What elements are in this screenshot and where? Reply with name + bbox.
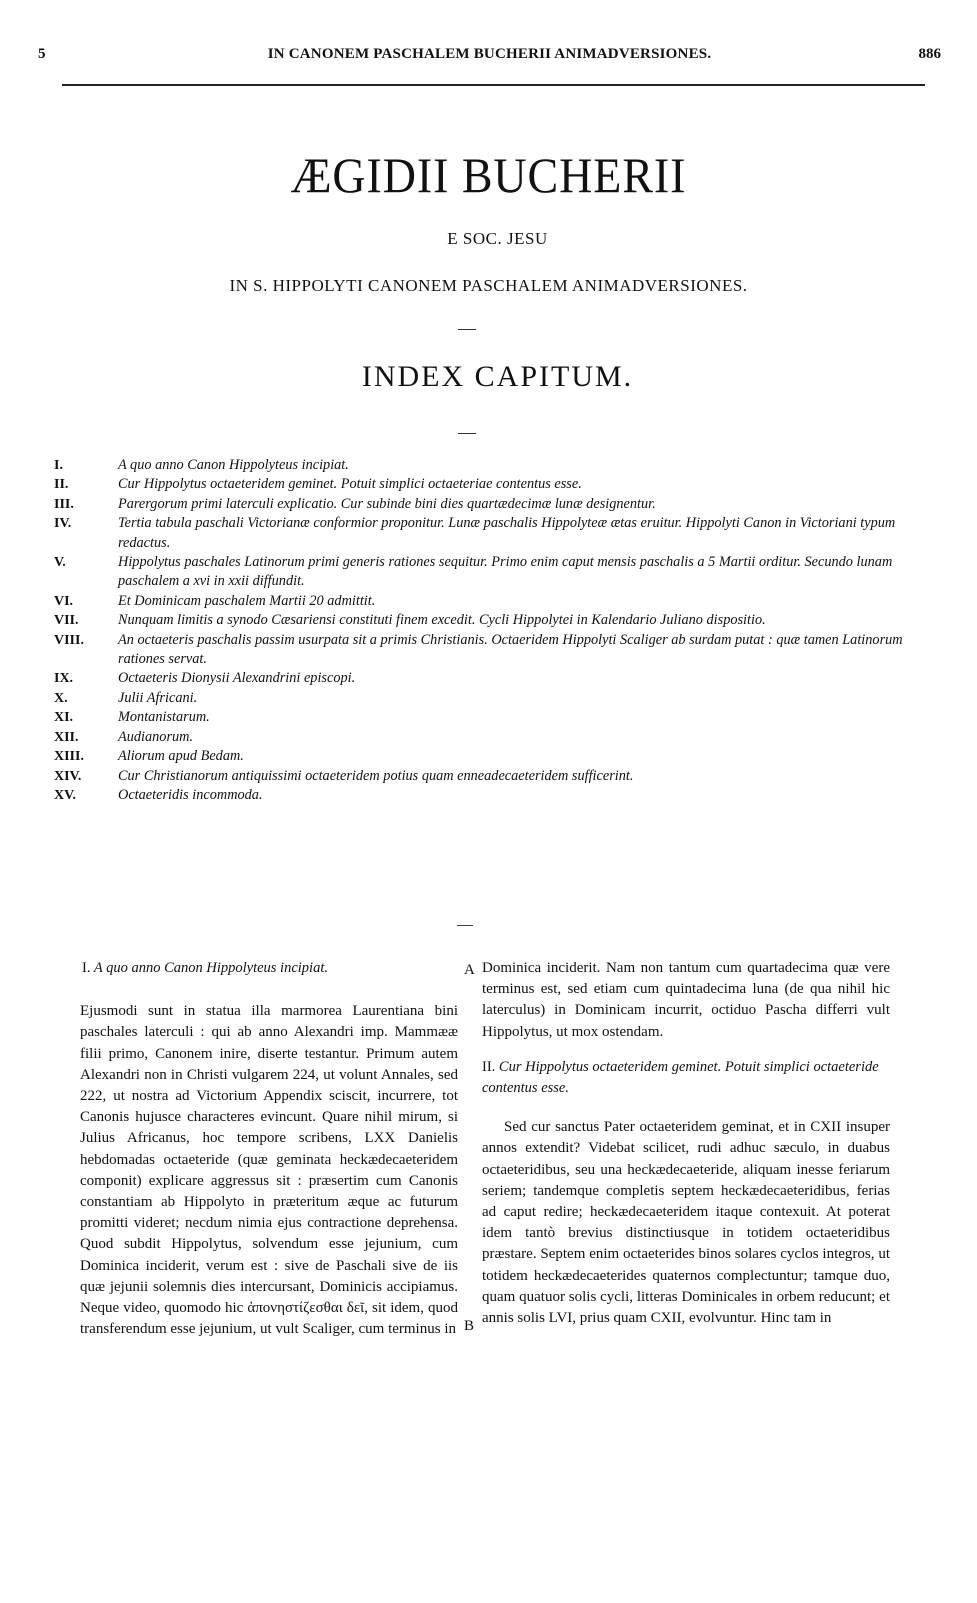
chapter-index bbox=[54, 456, 914, 805]
running-title: IN CANONEM PASCHALEM BUCHERII ANIMADVERSIONES. bbox=[267, 46, 712, 62]
index-entry bbox=[54, 786, 914, 805]
index-entry bbox=[54, 631, 914, 670]
index-text: Aliorum apud Bedam. bbox=[118, 748, 244, 765]
index-text: Octaeteris Dionysii Alexandrini episcopi. bbox=[118, 670, 356, 687]
index-text: Octaeteridis incommoda. bbox=[118, 786, 263, 803]
document-subtitle: E SOC. JESU bbox=[447, 229, 548, 248]
section-title: Cur Hippolytus octaeteridem geminet. Potuit simplici octaeteride contentus esse. bbox=[482, 1058, 879, 1097]
body-paragraph: Sed cur sanctus Pater octaeteridem geminat, et in CXII insuper annos extendit? Videbat scilicet, rudi adhuc sæculo, in duabus octaeteridibus, seu una heckædecaeteride, aliquam inesse feriarum seriem; tandemque completis septem heckædecaeteridibus, ferias ad caput redire; heckædecaeteridem itaque contexuit. At poterat idem tantò brevius distinctiusque in totidem octaeteridibus præstare. Septem enim octaeterides binos solares cyclos integros, ut totidem heckædecaeterides quaternos complectuntur; tamque duo, quam quatuor solis cycli, litteras Dominicales in orbem reducunt; et annis solis LVI, prius quam CXII, evolvuntur. Hinc tam in bbox=[482, 1119, 890, 1327]
index-entry bbox=[54, 456, 914, 475]
document-subtitle-2: IN S. HIPPOLYTI CANONEM PASCHALEM ANIMADVERSIONES. bbox=[229, 276, 748, 295]
divider-dash bbox=[458, 329, 476, 330]
margin-letter: A bbox=[464, 962, 475, 978]
index-entry bbox=[54, 553, 914, 592]
left-column bbox=[80, 958, 458, 1340]
index-number: XII. bbox=[54, 729, 79, 745]
right-column bbox=[482, 958, 890, 1329]
section-divider bbox=[457, 925, 473, 926]
index-number: XIII. bbox=[54, 749, 84, 765]
margin-letter: B bbox=[464, 1318, 475, 1334]
index-number: VIII. bbox=[54, 632, 84, 648]
index-text: Hippolytus paschales Latinorum primi generis rationes sequitur. Primo enim caput mensis paschalis a 5 Martii orditur. Secundo lunam paschalem a xvi in xxii diffundit. bbox=[118, 554, 893, 590]
index-text: Audianorum. bbox=[118, 728, 194, 745]
index-entry bbox=[54, 669, 914, 688]
document-title: ÆGIDII BUCHERII bbox=[290, 147, 687, 203]
index-text: Et Dominicam paschalem Martii 20 admittit. bbox=[118, 592, 376, 609]
index-entry bbox=[54, 475, 914, 494]
section-number: I. bbox=[82, 960, 91, 976]
index-number: VI. bbox=[54, 593, 74, 609]
index-entry bbox=[54, 689, 914, 708]
index-text: Cur Hippolytus octaeteridem geminet. Potuit simplici octaeteriae contentus esse. bbox=[118, 476, 582, 493]
index-number: X. bbox=[54, 690, 68, 706]
index-text: An octaeteris paschalis passim usurpata sit a primis Christianis. Octaeridem Hippolyti Scaliger ab surdam putat : quæ tamen Latinorum rationes servat. bbox=[118, 631, 903, 668]
index-text: A quo anno Canon Hippolyteus incipiat. bbox=[118, 457, 349, 473]
index-text: Montanistarum. bbox=[118, 709, 210, 726]
index-entry bbox=[54, 592, 914, 611]
index-text: Parergorum primi laterculi explicatio. Cur subinde bini dies quartædecimæ lunæ designentur. bbox=[118, 495, 656, 512]
header-rule bbox=[62, 84, 925, 86]
index-title: INDEX CAPITUM. bbox=[361, 360, 634, 393]
index-number: I. bbox=[54, 458, 63, 473]
index-entry bbox=[54, 747, 914, 766]
section-title: A quo anno Canon Hippolyteus incipiat. bbox=[93, 960, 328, 976]
index-number: III. bbox=[54, 496, 74, 512]
index-number: IV. bbox=[54, 516, 72, 532]
index-number: V. bbox=[54, 555, 66, 571]
index-number: XI. bbox=[54, 710, 74, 726]
index-text: Cur Christianorum antiquissimi octaeteridem potius quam enneadecaeteridem sufficerint. bbox=[118, 767, 634, 784]
page-number-left: 5 bbox=[38, 46, 46, 62]
index-entry bbox=[54, 767, 914, 786]
index-number: VII. bbox=[54, 613, 79, 629]
section-heading bbox=[482, 1057, 890, 1099]
index-number: XIV. bbox=[54, 768, 82, 784]
index-number: II. bbox=[54, 477, 69, 493]
section-heading bbox=[80, 958, 458, 979]
index-number: IX. bbox=[54, 671, 74, 687]
index-number: XV. bbox=[54, 787, 76, 803]
body-paragraph: Ejusmodi sunt in statua illa marmorea Laurentiana bini paschales laterculi : qui ab anno Alexandri imp. Mammææ filii primo, Canonem inire, diserte testantur. Primum autem Alexandri non in Christi vulgarem 224, ut volunt Annales, sed 222, ut nostra ad Victorium Appendix sciscit, incurrere, tot Canonis hujusce characteres evincunt. Quare nihil mirum, si Julius Africanus, hoc tempore scribens, LXX Danielis hebdomadas octaeteride (quæ geminata heckædecaeteridem componit) explicare aggressus sit : præsertim cum Canonis constantiam ab Hippolyto in præteritum æque ac futurum promitti videret; necdum nimia ejus contractione deprehensa. Quod subdit Hippolytus, solvendum esse jejunium, cum Dominica inciderit, verum est : sive de Paschali sive de iis quæ jejunii solemnis dies intercursant, Dominicis accipiamus. Neque video, quomodo hic ἀπονηστίζεσθαι δεῖ, sit idem, quod transferendum esse jejunium, ut vult Scaliger, cum terminus in bbox=[80, 1003, 458, 1338]
index-entry bbox=[54, 708, 914, 727]
index-entry bbox=[54, 514, 914, 553]
index-text: Julii Africani. bbox=[118, 689, 198, 706]
page-number-right: 886 bbox=[918, 46, 941, 62]
index-text: Nunquam limitis a synodo Cæsariensi constituti finem excedit. Cycli Hippolytei in Kalendario Juliano dispositio. bbox=[118, 612, 766, 629]
index-text: Tertia tabula paschali Victorianæ conformior proponitur. Lunæ paschalis Hippolyteæ ætas eruitur. Hippolyti Canon in Victoriani typum redactus. bbox=[118, 515, 896, 551]
index-entry bbox=[54, 611, 914, 630]
section-number: II. bbox=[482, 1058, 496, 1075]
index-entry bbox=[54, 495, 914, 514]
running-header bbox=[38, 46, 941, 68]
divider-dash bbox=[458, 433, 476, 434]
body-paragraph: Dominica inciderit. Nam non tantum cum quartadecima quæ vere terminus est, sed etiam cum quintadecima luna (de qua nihil hic laterculus) in Dominicam incurrit, octiduo Pascha differri vult Hippolytus, ut mox ostendam. bbox=[482, 960, 890, 1040]
index-entry bbox=[54, 728, 914, 747]
